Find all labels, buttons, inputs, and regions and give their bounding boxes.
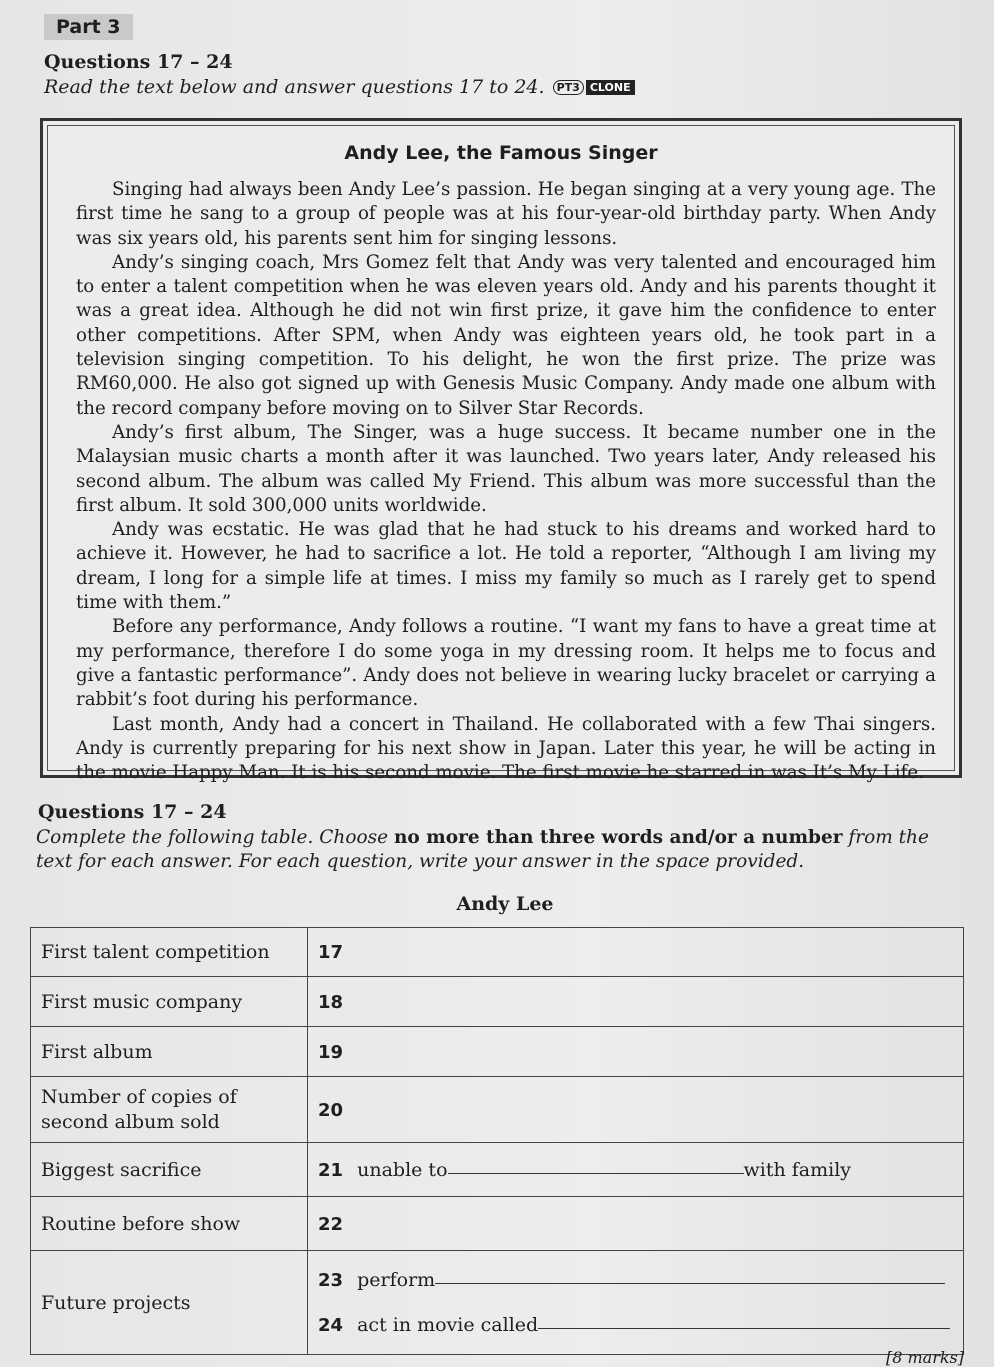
- passage-inner-border: [47, 125, 955, 784]
- table-row: [31, 928, 964, 977]
- table-row: [31, 977, 964, 1027]
- question-number: 19: [318, 1041, 344, 1063]
- question-number: 22: [318, 1213, 344, 1235]
- prompt-text: perform: [357, 1268, 436, 1291]
- answer-blank-24[interactable]: [538, 1328, 950, 1329]
- questions-heading: Questions 17 – 24: [44, 51, 233, 73]
- part-label: Part 3: [44, 14, 133, 40]
- question-number: 20: [318, 1099, 344, 1121]
- answer-blank-23[interactable]: [435, 1283, 945, 1284]
- answer-cell-23-24[interactable]: [308, 1251, 964, 1355]
- table-row: [31, 1251, 964, 1355]
- task-instruction-b: from the text for each answer. For each question, write your answer in the space provided.: [36, 827, 929, 872]
- prompt-suffix: with family: [743, 1158, 852, 1181]
- passage-box: [40, 118, 962, 784]
- answer-blank-21[interactable]: [448, 1173, 744, 1174]
- question-number: 23: [318, 1269, 344, 1291]
- answer-cell-17[interactable]: [308, 928, 964, 977]
- question-24: [318, 1303, 953, 1348]
- task-instruction-bold: no more than three words and/or a number: [393, 827, 843, 848]
- answer-cell-21[interactable]: [308, 1143, 964, 1197]
- question-number: 18: [318, 991, 344, 1013]
- question-number: 17: [318, 942, 344, 963]
- row-label: Biggest sacrifice: [31, 1143, 308, 1197]
- task-questions-heading: Questions 17 – 24: [38, 801, 227, 823]
- paragraph-3: Andy’s first album, The Singer, was a huge success. It became number one in the Malaysian music charts a month after it was launched. Two years later, Andy released his second album. The album was called My Friend. This album was more successful than the first album. It sold 300,000 units worldwide.: [76, 421, 936, 516]
- paragraph-1: Singing had always been Andy Lee’s passion. He began singing at a very young age. The first time he sang to a group of people was at his four-year-old birthday party. When Andy was six years old, his parents sent him for singing lessons.: [76, 179, 936, 249]
- row-label: First music company: [31, 977, 308, 1027]
- table-title: Andy Lee: [456, 893, 554, 915]
- reading-instruction-text: Read the text below and answer questions 17 to 24.: [44, 76, 545, 98]
- reading-instruction: [44, 76, 635, 98]
- paragraph-4: Andy was ecstatic. He was glad that he had stuck to his dreams and worked hard to achieve it. However, he had to sacrifice a lot. He told a reporter, “Although I am living my dream, I long for a simple life at times. I miss my family so much as I rarely get to spend time with them.”: [76, 519, 936, 614]
- question-number: 21: [318, 1159, 344, 1181]
- row-label: Future projects: [31, 1251, 308, 1355]
- row-label: Number of copies of second album sold: [31, 1077, 308, 1143]
- answer-cell-19[interactable]: [308, 1027, 964, 1077]
- paragraph-5: Before any performance, Andy follows a routine. “I want my fans to have a great time at my performance, therefore I do some yoga in my dressing room. It helps me to focus and give a fantastic performance”. Andy does not believe in wearing lucky bracelet or carrying a rabbit’s foot during his performance.: [76, 616, 936, 711]
- task-instruction: [36, 826, 966, 874]
- table-row: [31, 1143, 964, 1197]
- row-label: Routine before show: [31, 1197, 308, 1251]
- task-instruction-a: Complete the following table. Choose: [36, 827, 389, 848]
- prompt-text: act in movie called: [357, 1313, 539, 1336]
- answer-cell-20[interactable]: [308, 1077, 964, 1143]
- table-row: [31, 1027, 964, 1077]
- paragraph-2: Andy’s singing coach, Mrs Gomez felt that Andy was very talented and encouraged him to enter a talent competition when he was eleven years old. Andy and his parents thought it was a great idea. Although he did not win first prize, it gave him the confidence to enter other competitions. After SPM, when Andy was eighteen years old, he took part in a television singing competition. To his delight, he won the first prize. The prize was RM60,000. He also got signed up with Genesis Music Company. Andy made one album with the record company before moving on to Silver Star Records.: [76, 251, 936, 419]
- passage-title: Andy Lee, the Famous Singer: [344, 142, 658, 164]
- table-row: [31, 1197, 964, 1251]
- question-23: [318, 1258, 953, 1303]
- paragraph-6: Last month, Andy had a concert in Thailand. He collaborated with a few Thai singers. Andy is currently preparing for his next show in Japan. Later this year, he will be acting in the movie Happy Man. It is his second movie. The first movie he starred in was It’s My Life.: [76, 713, 936, 784]
- row-label: First talent competition: [31, 928, 308, 977]
- prompt-text: unable to: [357, 1158, 448, 1181]
- clone-badge: CLONE: [586, 80, 635, 95]
- answer-table: [30, 927, 964, 1355]
- question-number: 24: [318, 1314, 344, 1336]
- answer-cell-18[interactable]: [308, 977, 964, 1027]
- passage-text: [76, 178, 936, 785]
- pt3-clone-badge: [553, 81, 635, 94]
- marks-label: [8 marks]: [885, 1348, 964, 1367]
- row-label: First album: [31, 1027, 308, 1077]
- answer-cell-22[interactable]: [308, 1197, 964, 1251]
- pt3-badge: PT3: [553, 80, 584, 95]
- table-row: [31, 1077, 964, 1143]
